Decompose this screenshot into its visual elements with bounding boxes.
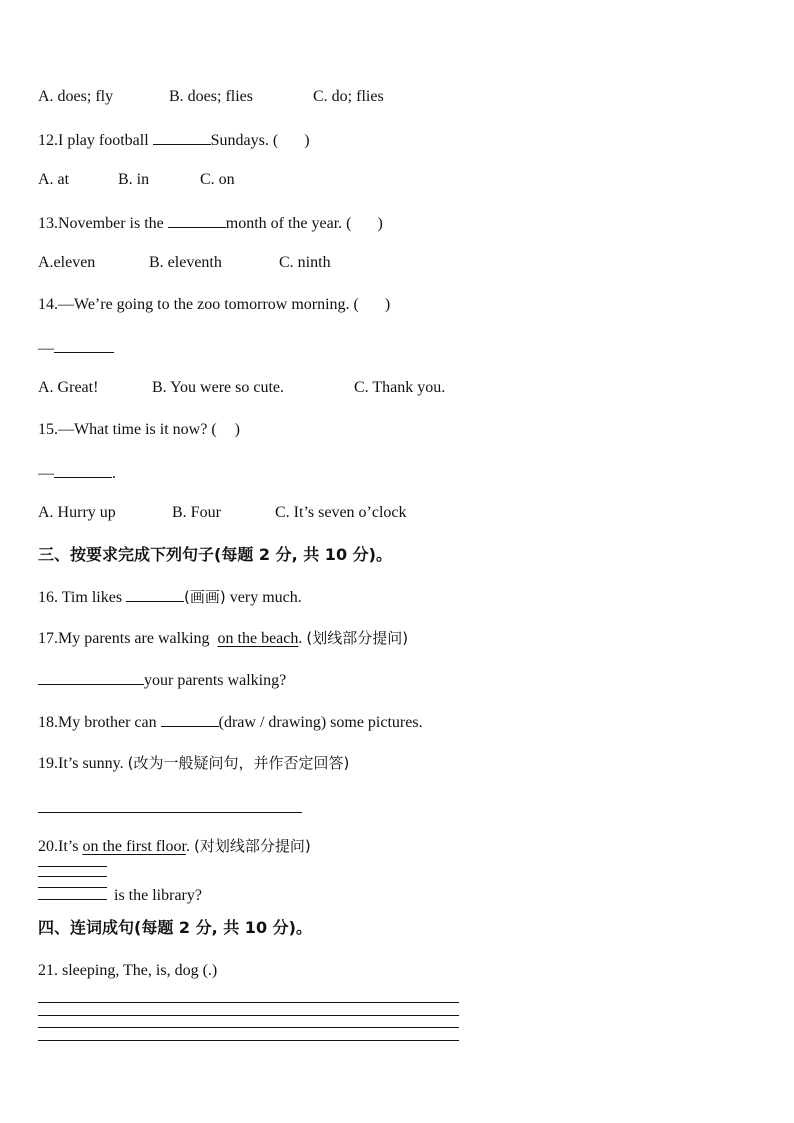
q14-paren-close: ): [384, 296, 391, 313]
q12-stem: [38, 129, 310, 151]
q19-text: It’s sunny.: [58, 755, 124, 772]
q20-answer-line-2[interactable]: [38, 876, 107, 877]
q15-dash: —: [58, 421, 74, 438]
q13-text-after: month of the year.: [225, 215, 343, 232]
q20-text-before: It’s: [58, 838, 79, 855]
q16-number: 16.: [38, 589, 58, 606]
q21-number: 21.: [38, 962, 58, 979]
q19-number: 19.: [38, 755, 58, 772]
q12-paren-close: ): [304, 132, 310, 149]
q17-number: 17.: [38, 630, 58, 647]
q13-options: [38, 253, 331, 273]
q12-option-c[interactable]: C. on: [200, 171, 235, 188]
q21-answer-line-2[interactable]: [38, 1015, 459, 1016]
q14-answer-paren[interactable]: [354, 295, 391, 315]
q20-answer-tail: is the library?: [114, 887, 202, 904]
q15-reply: [38, 462, 116, 484]
q15-option-b[interactable]: B. Four: [172, 504, 221, 521]
q17-underlined-phrase: on the beach: [217, 630, 299, 647]
q20-stem: [38, 836, 311, 857]
q15-paren-close: ): [234, 421, 240, 438]
q20-instruction: (对划线部分提问): [194, 837, 311, 855]
q13-answer-paren[interactable]: [346, 214, 383, 234]
q16-text-after: very much.: [229, 589, 302, 606]
q20-answer-line-3[interactable]: [38, 887, 107, 888]
q13-paren-close: ): [377, 215, 383, 232]
q15-options: [38, 503, 407, 523]
q15-reply-dash: —: [38, 465, 54, 482]
q20-answer-line-4[interactable]: [38, 899, 107, 900]
q17-instruction: (划线部分提问): [306, 629, 409, 647]
q18-text-after: some pictures.: [330, 714, 423, 731]
q14-reply-blank[interactable]: [54, 337, 114, 353]
q18-answer-blank[interactable]: [161, 711, 219, 727]
q19-instruction: (改为一般疑问句，并作否定回答): [127, 754, 350, 772]
q15-text: What time is it now?: [74, 421, 208, 438]
q17-text-before: My parents are walking: [58, 630, 210, 647]
q16-text-before: Tim likes: [61, 589, 123, 606]
q13-option-c[interactable]: C. ninth: [279, 254, 331, 271]
q14-options: [38, 378, 445, 398]
q17-answer: [38, 669, 286, 691]
q21-stem: [38, 961, 217, 981]
q11-option-a[interactable]: A. does; fly: [38, 88, 114, 105]
q21-answer-line-1[interactable]: [38, 1002, 459, 1003]
section4-title: 四、连词成句(每题 2 分, 共 10 分)。: [38, 918, 312, 937]
q13-stem: [38, 212, 383, 234]
q12-answer-paren[interactable]: [273, 131, 310, 151]
q19-stem: [38, 753, 349, 774]
q21-answer-line-3[interactable]: [38, 1027, 459, 1028]
q14-text: We’re going to the zoo tomorrow morning.: [74, 296, 350, 313]
q20-answer-line-1[interactable]: [38, 866, 107, 867]
q15-paren-open: (: [211, 421, 217, 438]
q11-option-b[interactable]: B. does; flies: [169, 88, 253, 105]
q16-answer-blank[interactable]: [126, 586, 184, 602]
q14-number: 14.: [38, 296, 58, 313]
q16-stem: [38, 586, 302, 608]
q11-option-c[interactable]: C. do; flies: [313, 88, 384, 105]
q15-answer-paren[interactable]: [211, 420, 240, 440]
q13-answer-blank[interactable]: [168, 212, 226, 228]
q14-stem: [38, 295, 390, 315]
q13-paren-open: (: [346, 215, 352, 232]
q17-answer-blank[interactable]: [38, 669, 144, 685]
q21-words: sleeping, The, is, dog (.): [62, 962, 218, 979]
q20-text-after: .: [186, 838, 190, 855]
q12-option-b[interactable]: B. in: [118, 171, 150, 188]
q20-number: 20.: [38, 838, 58, 855]
q15-number: 15.: [38, 421, 58, 438]
q15-reply-end: .: [112, 465, 116, 482]
q17-answer-tail: your parents walking?: [144, 672, 287, 689]
q13-text-before: November is the: [58, 215, 164, 232]
q17-stem: [38, 628, 408, 649]
q17-text-after: .: [298, 630, 303, 647]
q12-number: 12.: [38, 132, 58, 149]
q13-option-a[interactable]: A.eleven: [38, 254, 96, 271]
q20-underlined-phrase: on the first floor: [82, 838, 186, 855]
q14-reply-dash: —: [38, 340, 54, 357]
q12-options: [38, 170, 235, 190]
q15-stem: [38, 420, 240, 440]
q12-answer-blank[interactable]: [153, 129, 211, 145]
q18-text-before: My brother can: [58, 714, 157, 731]
q15-option-a[interactable]: A. Hurry up: [38, 504, 116, 521]
q13-number: 13.: [38, 215, 58, 232]
q14-reply: [38, 337, 114, 359]
q15-reply-blank[interactable]: [54, 462, 112, 478]
q12-text-before: I play football: [58, 132, 149, 149]
q12-text-after: Sundays.: [210, 132, 269, 149]
q11-options: [38, 87, 384, 107]
q18-number: 18.: [38, 714, 58, 731]
q14-dash: —: [58, 296, 74, 313]
q12-option-a[interactable]: A. at: [38, 171, 70, 188]
q14-option-a[interactable]: A. Great!: [38, 379, 99, 396]
q16-hint: (画画): [184, 588, 226, 606]
q15-option-c[interactable]: C. It’s seven o’clock: [275, 504, 407, 521]
q21-answer-line-4[interactable]: [38, 1040, 459, 1041]
q14-option-c[interactable]: C. Thank you.: [354, 379, 446, 396]
q14-paren-open: (: [353, 296, 359, 313]
q13-option-b[interactable]: B. eleventh: [149, 254, 222, 271]
q14-option-b[interactable]: B. You were so cute.: [152, 379, 284, 396]
q18-choice: (draw / drawing): [218, 714, 327, 731]
section3-title: 三、按要求完成下列句子(每题 2 分, 共 10 分)。: [38, 545, 392, 564]
q19-answer-line[interactable]: [38, 812, 302, 813]
q18-stem: [38, 711, 423, 733]
q12-paren-open: (: [272, 132, 279, 149]
